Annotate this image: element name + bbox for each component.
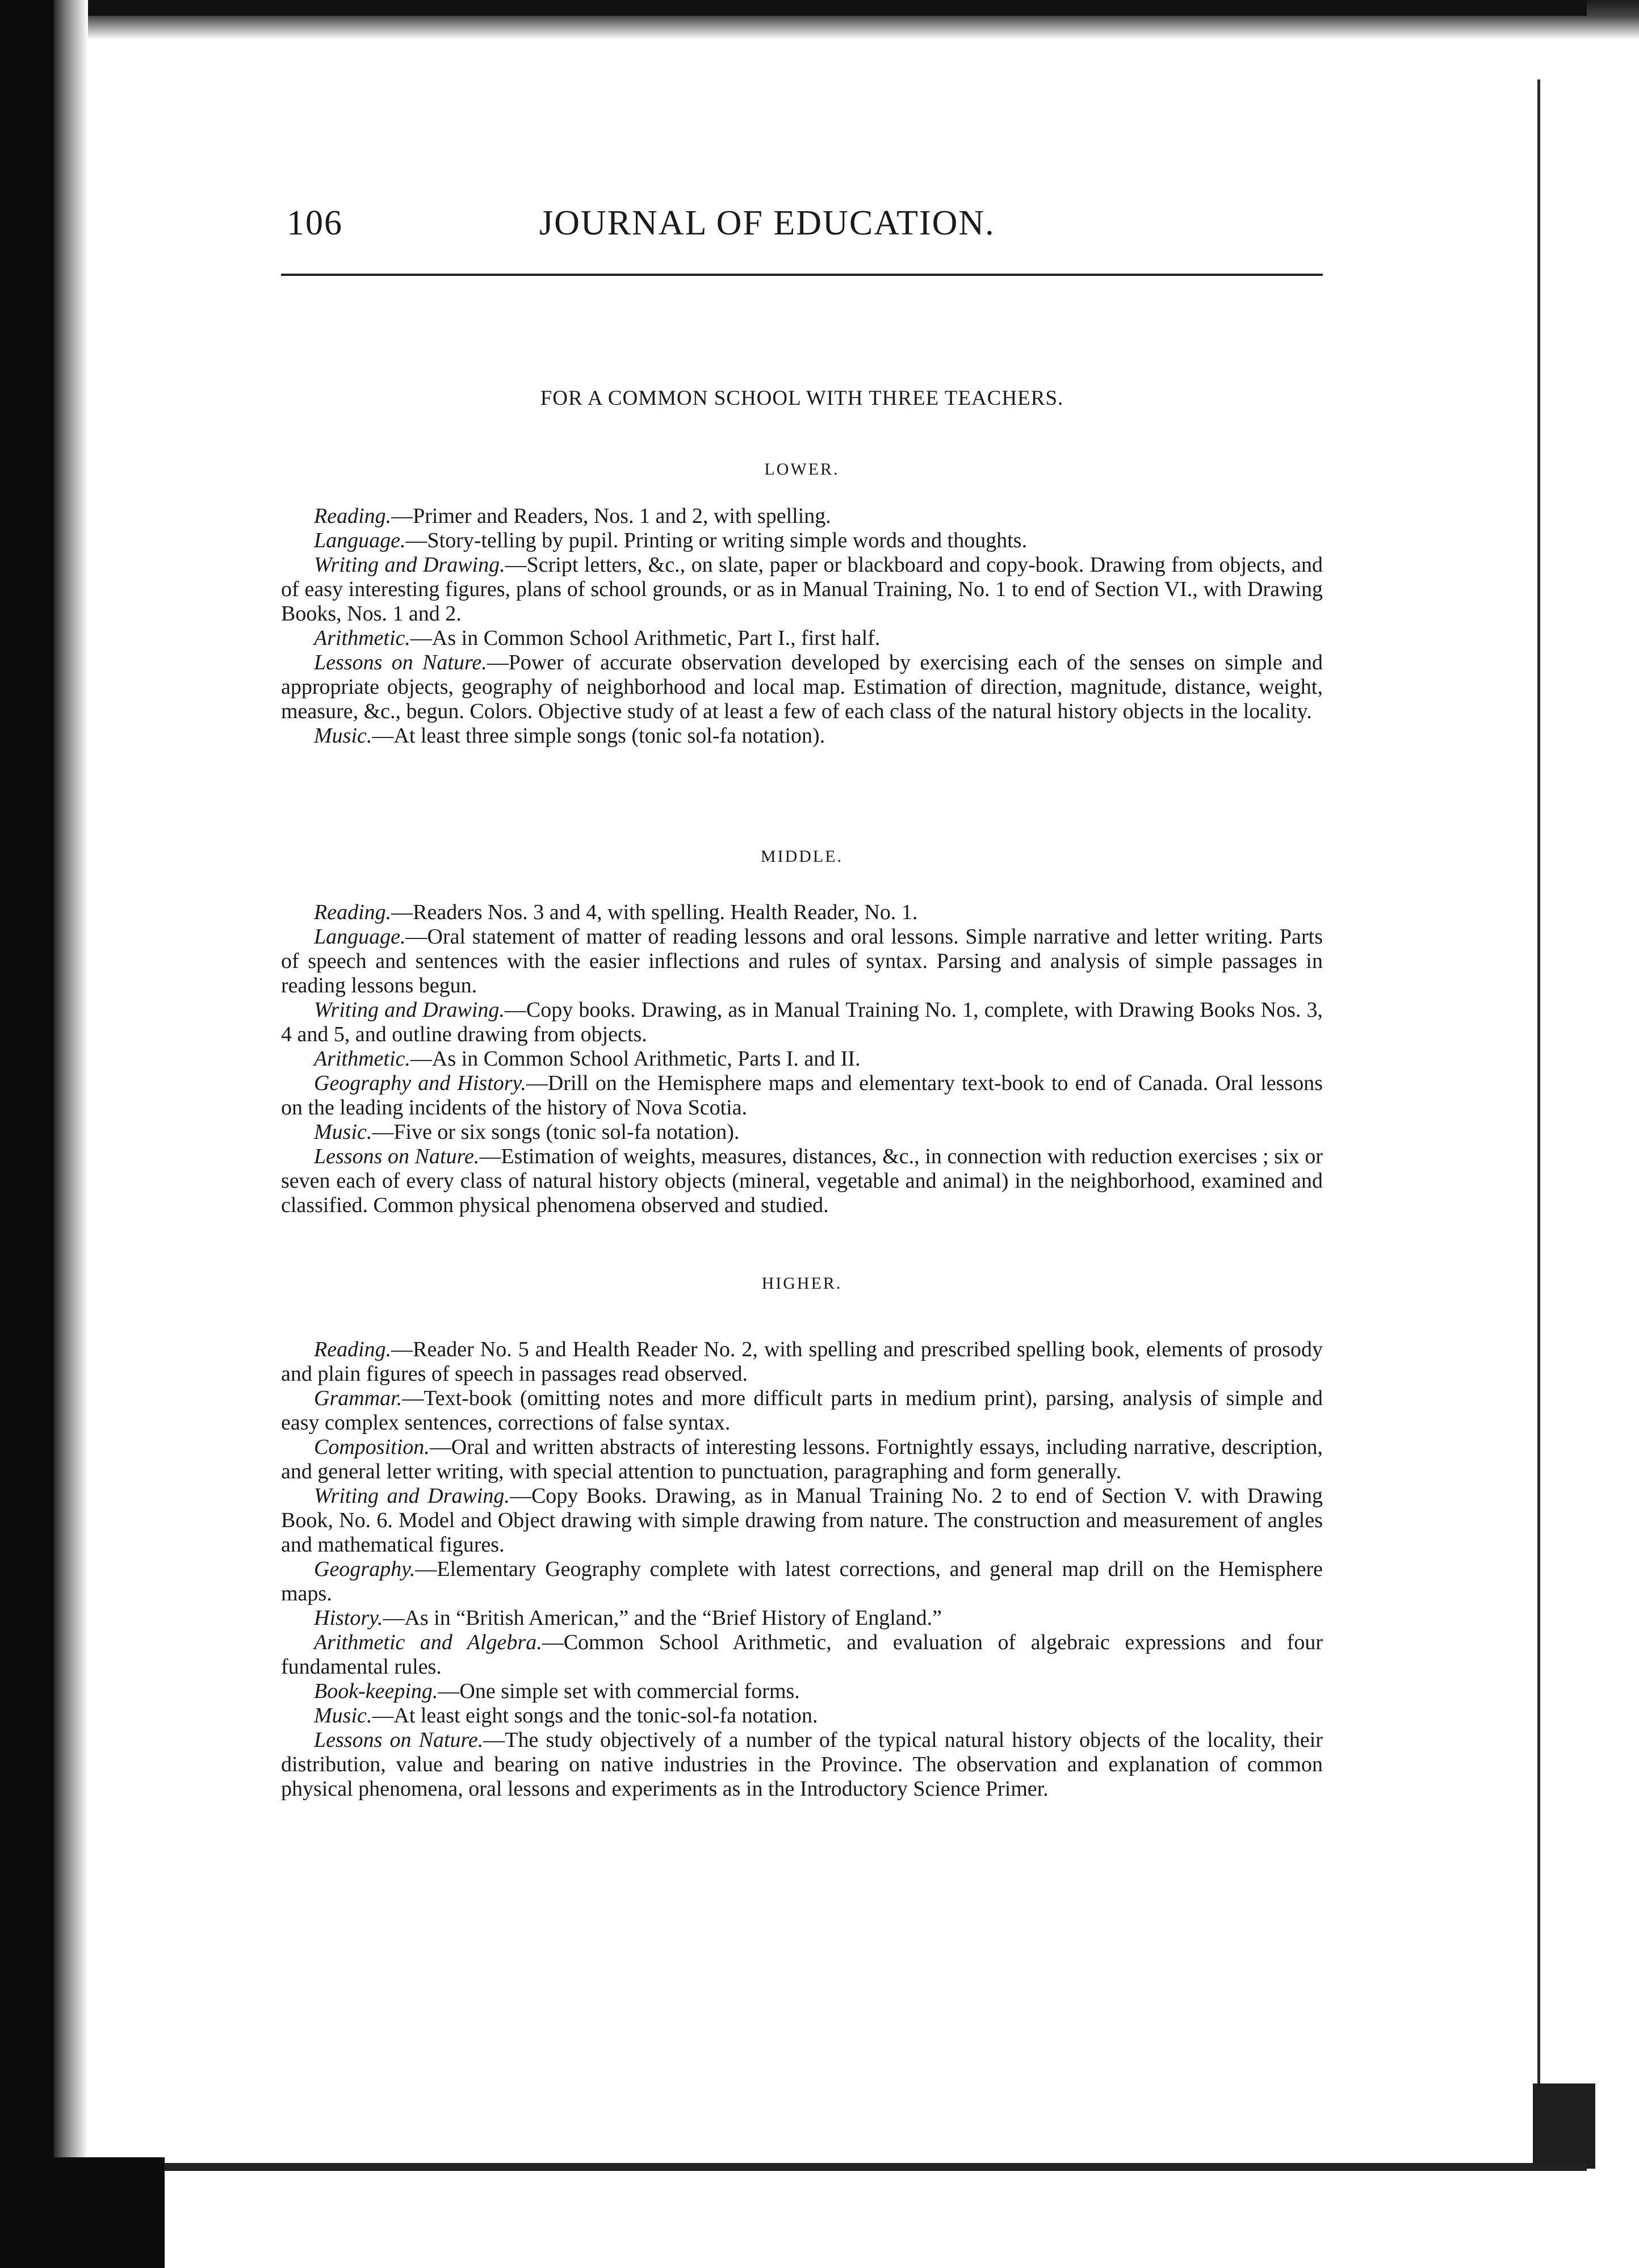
paragraph — [281, 925, 1323, 998]
paragraph-label: Geography and History. — [314, 1071, 526, 1095]
paragraph — [281, 1120, 1323, 1145]
paragraph-label: Writing and Drawing. — [314, 553, 505, 577]
scan-edge-right-mark — [1533, 2083, 1595, 2169]
paragraph-label: Music. — [314, 1704, 372, 1728]
paragraph-text: —Script letters, &c., on slate, paper or blackboard and copy-book. Drawing from objects, and of easy interesting figures, plans of school grounds, or as in Manual Training, No. 1 to end of Section VI., with Drawing Books, Nos. 1 and 2. — [281, 553, 1323, 626]
section-heading-higher: HIGHER. — [761, 1274, 842, 1293]
paragraph — [281, 626, 1323, 651]
paragraph-text: —Elementary Geography complete with latest corrections, and general map drill on the Hemisphere maps. — [281, 1557, 1323, 1605]
scan-edge-right — [1537, 79, 1540, 2169]
paragraph-label: Book-keeping. — [314, 1679, 438, 1703]
paragraph-label: History. — [314, 1606, 383, 1630]
page-number: 106 — [287, 204, 343, 242]
paragraph-text: —Power of accurate observation developed by exercising each of the senses on simple and appropriate objects, geography of neighborhood and local map. Estimation of direction, magnitude, distance, weight, measure, &c., begun. Colors. Objective study of at least a few of each class of the natural history objects in the locality. — [281, 651, 1323, 723]
paragraph-text: —At least three simple songs (tonic sol-fa notation). — [372, 724, 825, 748]
running-title: JOURNAL OF EDUCATION. — [539, 204, 995, 242]
paragraph — [281, 1145, 1323, 1218]
paragraph-text: —Primer and Readers, Nos. 1 and 2, with spelling. — [391, 504, 831, 528]
paragraph-text: —Drill on the Hemisphere maps and elementary text-book to end of Canada. Oral lessons on the leading incidents of the history of Nova Scotia. — [281, 1071, 1323, 1120]
paragraph-label: Music. — [314, 1120, 372, 1144]
paragraph-text: —As in “British American,” and the “Brief History of England.” — [383, 1606, 942, 1630]
page-title: FOR A COMMON SCHOOL WITH THREE TEACHERS. — [540, 387, 1064, 410]
paragraph — [281, 900, 1323, 925]
paragraph-text: —Common School Arithmetic, and evaluation of algebraic expressions and four fundamental rules. — [281, 1630, 1323, 1679]
paragraph-label: Composition. — [314, 1435, 430, 1459]
paragraph — [281, 1047, 1323, 1071]
paragraph — [281, 1679, 1323, 1704]
paragraph — [281, 504, 1323, 529]
paragraph-label: Lessons on Nature. — [314, 651, 487, 674]
paragraph-text: —Oral statement of matter of reading lessons and oral lessons. Simple narrative and letter writing. Parts of speech and sentences with the easier inflections and rules of syntax. Parsing and analysis of simple passages in reading lessons begun. — [281, 925, 1323, 997]
paragraph-label: Language. — [314, 529, 406, 552]
running-head — [281, 203, 1323, 254]
paragraph-text: —Copy Books. Drawing, as in Manual Training No. 2 to end of Section V. with Drawing Book, No. 6. Model and Object drawing with simple drawing from nature. The construction and measurement of angles and mathematical figures. — [281, 1484, 1323, 1557]
paragraph-label: Grammar. — [314, 1386, 403, 1410]
paragraph-text: —The study objectively of a number of the typical natural history objects of the locality, their distribution, value and bearing on native industries in the Province. The observation and explanation of common physical phenomena, oral lessons and experiments as in the Introductory Science Primer. — [281, 1728, 1323, 1801]
section-higher — [281, 1338, 1323, 1801]
paragraph-label: Lessons on Nature. — [314, 1728, 484, 1752]
paragraph-text: —Estimation of weights, measures, distances, &c., in connection with reduction exercises ; six or seven each of every class of natural history objects (mineral, vegetable and animal) in the neighborhood, examined and classified. Common physical phenomena observed and studied. — [281, 1145, 1323, 1217]
paragraph-text: —Copy books. Drawing, as in Manual Training No. 1, complete, with Drawing Books Nos. 3, 4 and 5, and outline drawing from objects. — [281, 998, 1323, 1046]
paragraph-text: —Text-book (omitting notes and more difficult parts in medium print), parsing, analysis of simple and easy complex sentences, corrections of false syntax. — [281, 1386, 1323, 1435]
paragraph-label: Writing and Drawing. — [314, 1484, 510, 1508]
paragraph-label: Reading. — [314, 900, 392, 924]
paragraph-label: Reading. — [314, 504, 392, 528]
paragraph — [281, 651, 1323, 724]
paragraph-label: Writing and Drawing. — [314, 998, 505, 1022]
paragraph-label: Arithmetic and Algebra. — [314, 1630, 542, 1654]
section-heading-lower: LOWER. — [764, 460, 840, 479]
paragraph — [281, 1071, 1323, 1120]
paragraph-text: —At least eight songs and the tonic-sol-fa notation. — [372, 1704, 818, 1728]
paragraph-label: Reading. — [314, 1338, 392, 1361]
paragraph — [281, 724, 1323, 748]
section-heading-middle: MIDDLE. — [760, 847, 844, 866]
paragraph-text: —Story-telling by pupil. Printing or writing simple words and thoughts. — [405, 529, 1028, 552]
paragraph — [281, 1484, 1323, 1557]
paragraph-text: —As in Common School Arithmetic, Parts I. and II. — [410, 1047, 861, 1071]
scan-edge-left — [0, 0, 54, 2268]
paragraph — [281, 1630, 1323, 1679]
paragraph-text: —Reader No. 5 and Health Reader No. 2, with spelling and prescribed spelling book, elements of prosody and plain figures of speech in passages read observed. — [281, 1338, 1323, 1386]
paragraph — [281, 1386, 1323, 1435]
paragraph-label: Lessons on Nature. — [314, 1145, 480, 1168]
paragraph — [281, 1557, 1323, 1606]
scan-edge-top-bar — [54, 0, 1587, 16]
paragraph-label: Arithmetic. — [314, 1047, 410, 1071]
header-rule — [281, 274, 1323, 276]
scan-edge-bottom-block — [0, 2157, 165, 2268]
paragraph-text: —One simple set with commercial forms. — [438, 1679, 800, 1703]
paragraph-label: Arithmetic. — [314, 626, 410, 650]
paragraph — [281, 1728, 1323, 1801]
paragraph — [281, 998, 1323, 1047]
paragraph-text: —Five or six songs (tonic sol-fa notation). — [372, 1120, 740, 1144]
scan-edge-bottom-bar — [54, 2163, 1587, 2171]
paragraph-label: Language. — [314, 925, 406, 949]
paragraph — [281, 1435, 1323, 1484]
section-lower — [281, 504, 1323, 748]
paragraph-label: Geography. — [314, 1557, 416, 1581]
paragraph — [281, 1338, 1323, 1386]
paragraph-text: —Oral and written abstracts of interesting lessons. Fortnightly essays, including narrative, description, and general letter writing, with special attention to punctuation, paragraphing and form generally. — [281, 1435, 1323, 1483]
paragraph-label: Music. — [314, 724, 372, 748]
paragraph-text: —As in Common School Arithmetic, Part I., first half. — [410, 626, 881, 650]
paragraph-text: —Readers Nos. 3 and 4, with spelling. Health Reader, No. 1. — [391, 900, 918, 924]
section-middle — [281, 900, 1323, 1218]
scan-edge-left-shadow — [54, 0, 88, 2268]
paragraph — [281, 553, 1323, 626]
paragraph — [281, 529, 1323, 553]
paragraph — [281, 1606, 1323, 1630]
paragraph — [281, 1704, 1323, 1728]
